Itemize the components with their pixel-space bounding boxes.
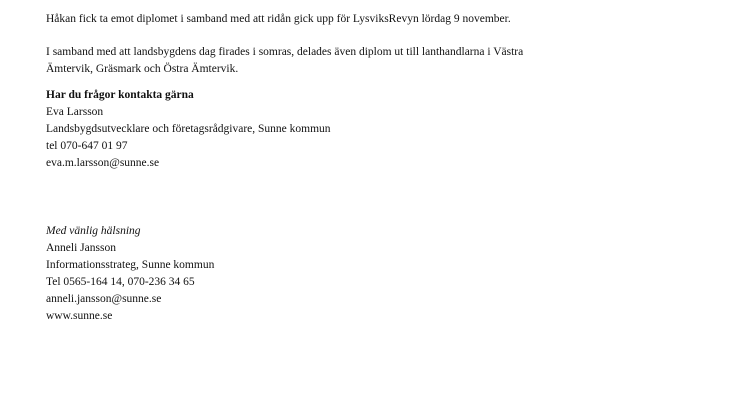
- contact-name: Eva Larsson: [46, 106, 104, 118]
- signature-email-link[interactable]: anneli.jansson@sunne.se: [46, 293, 162, 305]
- contact-phone: tel 070-647 01 97: [46, 140, 128, 152]
- contact-title: Landsbygdsutvecklare och företagsrådgivare, Sunne kommun: [46, 123, 331, 135]
- paragraph-landsbygdens-dag-line-1: I samband med att landsbygdens dag firades i somras, delades även diplom ut till lanthandlarna i Västra: [46, 46, 524, 58]
- signature-title: Informationsstrateg, Sunne kommun: [46, 259, 215, 271]
- contact-email-link[interactable]: eva.m.larsson@sunne.se: [46, 157, 160, 169]
- signature-greeting: Med vänlig hälsning: [46, 225, 141, 237]
- signature-website-link[interactable]: www.sunne.se: [46, 310, 113, 322]
- document-body: [46, 11, 706, 325]
- paragraph-landsbygdens-dag-line-2: Ämtervik, Gräsmark och Östra Ämtervik.: [46, 63, 239, 75]
- signature-block: [46, 223, 706, 325]
- paragraph-landsbygdens-dag: [46, 44, 706, 78]
- signature-phone: Tel 0565-164 14, 070-236 34 65: [46, 276, 195, 288]
- paragraph-diploma: [46, 11, 706, 28]
- contact-block: [46, 87, 706, 172]
- signature-name: Anneli Jansson: [46, 242, 116, 254]
- paragraph-diploma-text: Håkan fick ta emot diplomet i samband med att ridån gick upp för LysviksRevyn lördag 9 november.: [46, 13, 511, 25]
- contact-heading: Har du frågor kontakta gärna: [46, 89, 194, 101]
